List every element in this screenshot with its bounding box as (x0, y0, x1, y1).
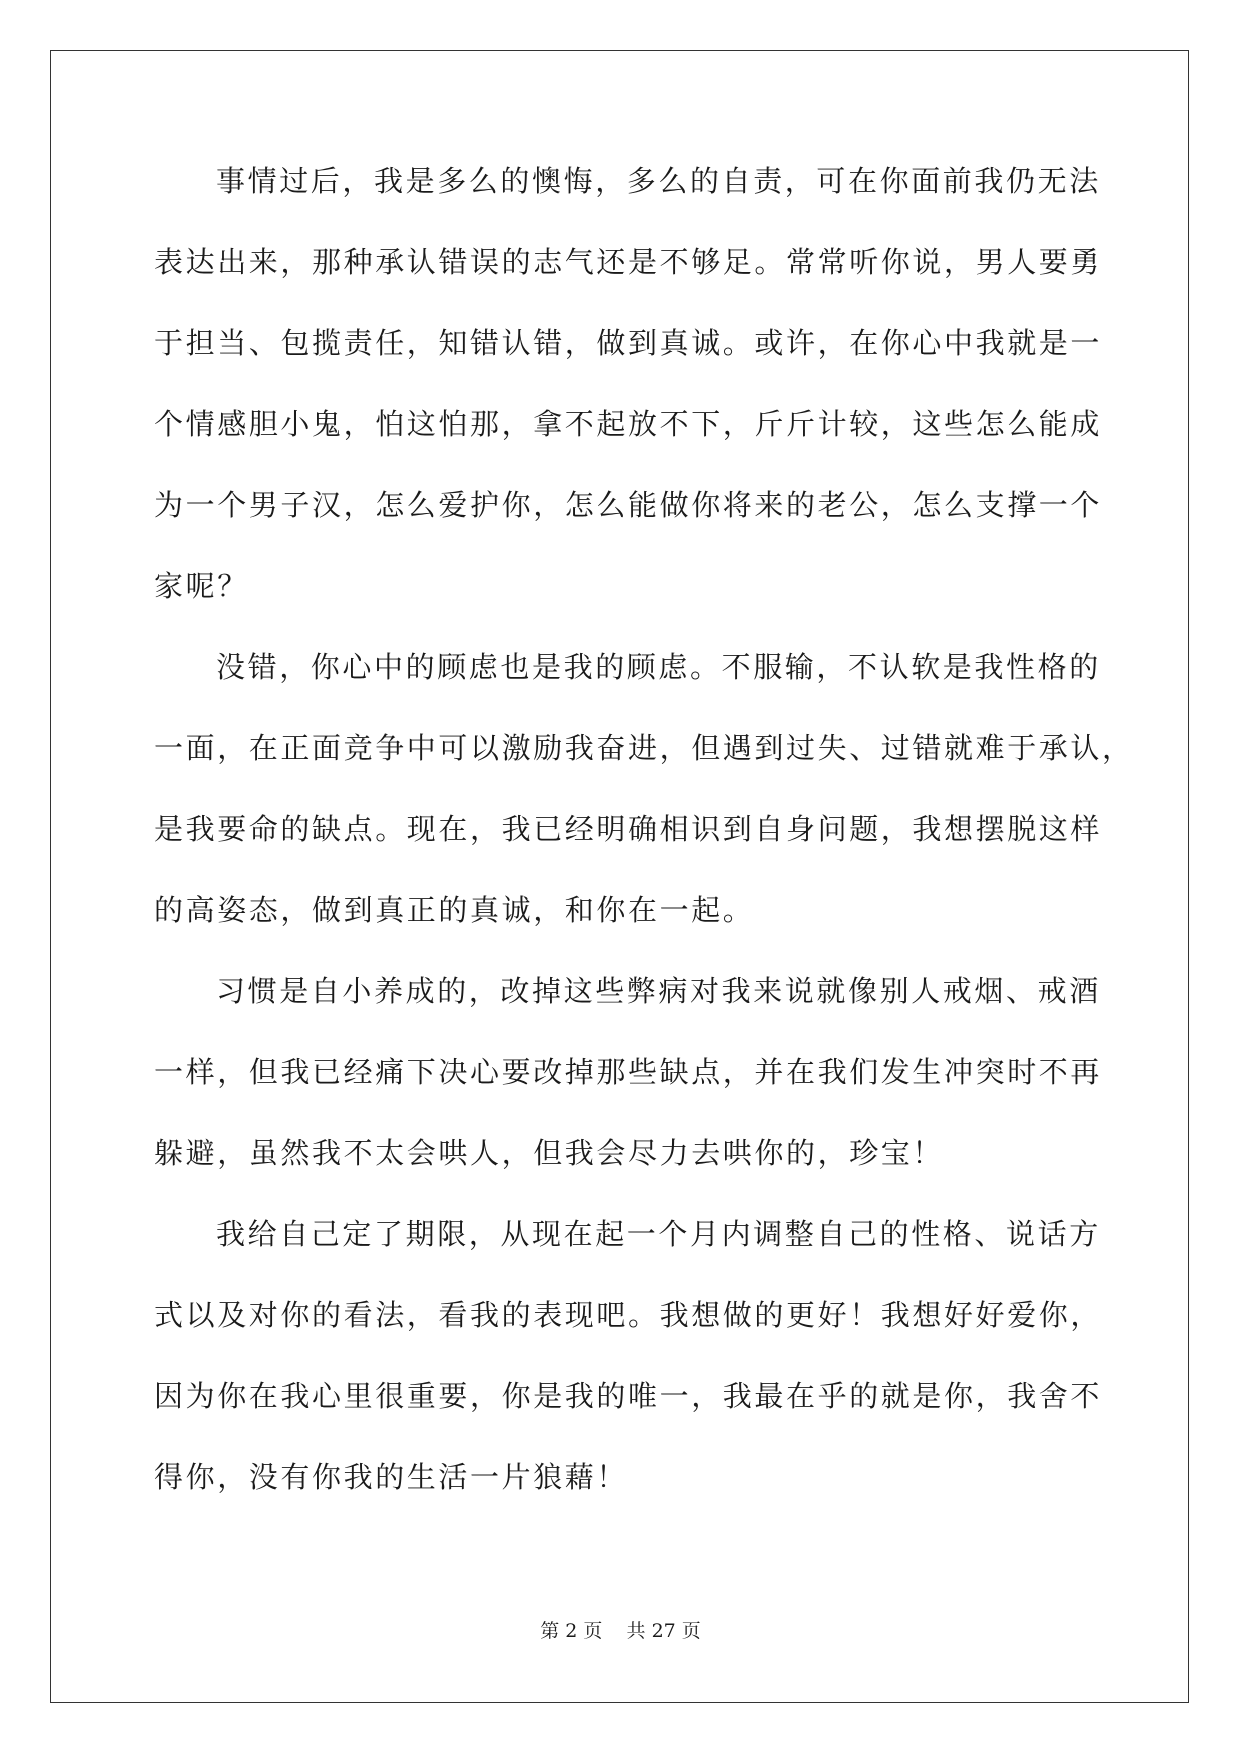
paragraph-line: 个情感胆小鬼，怕这怕那，拿不起放不下，斤斤计较，这些怎么能成 (154, 407, 1103, 441)
paragraph-line: 我给自己定了期限，从现在起一个月内调整自己的性格、说话方 (216, 1217, 1101, 1251)
paragraph-line: 表达出来，那种承认错误的志气还是不够足。常常听你说，男人要勇 (154, 245, 1103, 279)
paragraph-line: 家呢？ (154, 569, 249, 603)
paragraph-line: 没错，你心中的顾虑也是我的顾虑。不服输，不认软是我性格的 (216, 650, 1101, 684)
paragraph-line: 的高姿态，做到真正的真诚，和你在一起。 (154, 893, 755, 927)
paragraph-line: 躲避，虽然我不太会哄人，但我会尽力去哄你的，珍宝！ (154, 1136, 945, 1170)
body-text (154, 161, 1134, 1538)
paragraph-line: 习惯是自小养成的，改掉这些弊病对我来说就像别人戒烟、戒酒 (216, 974, 1101, 1008)
page-total: 共 27 页 (626, 1620, 701, 1642)
page-number: 第 2 页 (540, 1620, 603, 1642)
paragraph-line: 于担当、包揽责任，知错认错，做到真诚。或许，在你心中我就是一 (154, 326, 1103, 360)
paragraph-line: 是我要命的缺点。现在，我已经明确相识到自身问题，我想摆脱这样 (154, 812, 1103, 846)
paragraph-line: 为一个男子汉，怎么爱护你，怎么能做你将来的老公，怎么支撑一个 (154, 488, 1103, 522)
paragraph-line: 得你，没有你我的生活一片狼藉！ (154, 1460, 629, 1494)
paragraph-line: 事情过后，我是多么的懊悔，多么的自责，可在你面前我仍无法 (216, 164, 1101, 198)
page-footer (0, 1616, 1241, 1643)
paragraph-line: 一面，在正面竞争中可以激励我奋进，但遇到过失、过错就难于承认， (154, 731, 1134, 765)
paragraph-line: 因为你在我心里很重要，你是我的唯一，我最在乎的就是你，我舍不 (154, 1379, 1103, 1413)
paragraph-line: 一样，但我已经痛下决心要改掉那些缺点，并在我们发生冲突时不再 (154, 1055, 1103, 1089)
paragraph-line: 式以及对你的看法，看我的表现吧。我想做的更好！我想好好爱你， (154, 1298, 1103, 1332)
